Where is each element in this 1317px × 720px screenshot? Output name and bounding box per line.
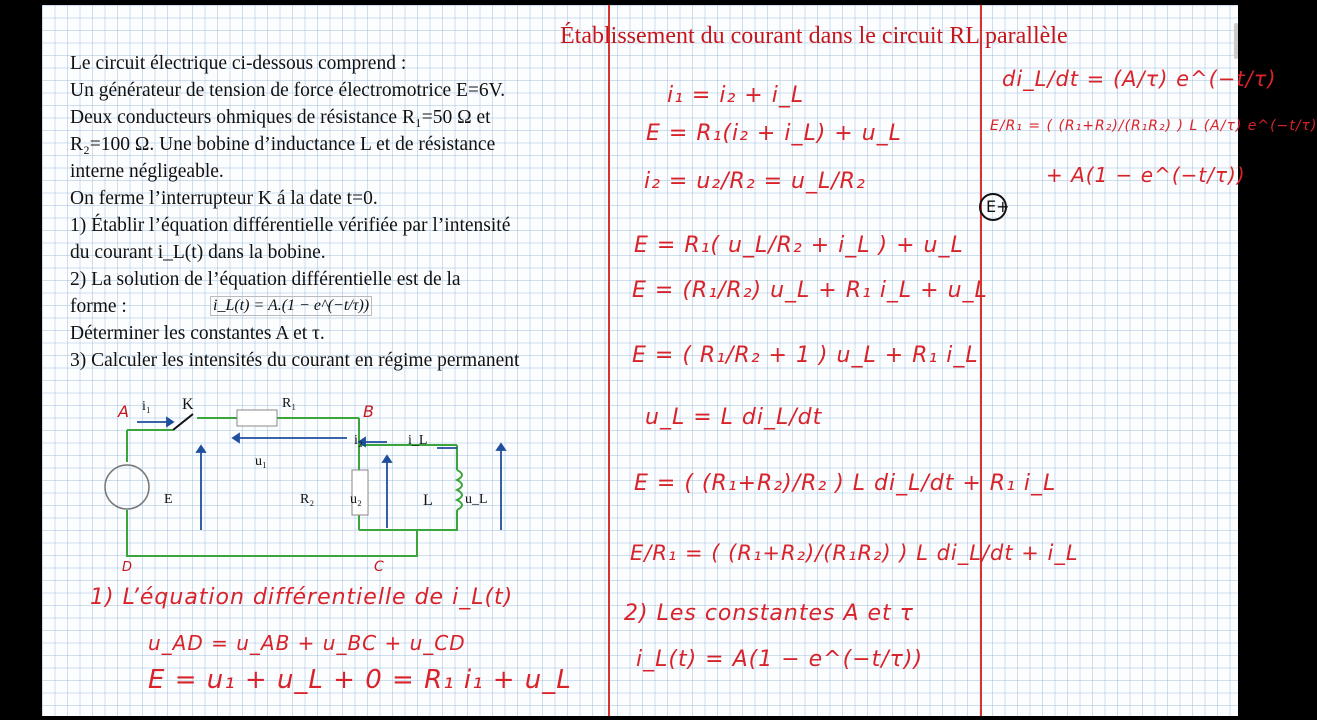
voltage-label-ul: u_L [465, 492, 488, 507]
scrollbar[interactable] [1234, 23, 1238, 59]
solution-formula: i_L(t) = A.(1 − e^(−t/τ)) [210, 296, 372, 316]
problem-line: 3) Calculer les intensités du courant en régime permanent [70, 350, 520, 371]
note-left: u_AD = u_AB + u_BC + u_CD [148, 631, 466, 655]
note-middle: u_L = L di_L/dt [645, 405, 823, 430]
pen-cursor[interactable] [979, 193, 1010, 221]
generator-symbol [105, 465, 149, 509]
wire-bottom [127, 510, 417, 556]
note-right: E/R₁ = ( (R₁+R₂)/(R₁R₂) ) L (A/τ) e^(−t/τ) [990, 118, 1317, 134]
problem-line: 1) Établir l’équation différentielle vérifiée par l’intensité [70, 215, 511, 236]
problem-line: du courant i_L(t) dans la bobine. [70, 242, 326, 263]
wire-coil-bottom [359, 510, 457, 530]
note-middle: 2) Les constantes A et τ [624, 601, 914, 626]
note-right: + A(1 − e^(−t/τ)) [1046, 163, 1246, 187]
note-middle: E/R₁ = ( (R₁+R₂)/(R₁R₂) ) L di_L/dt + i_L [630, 541, 1079, 565]
node-label-c: C [374, 559, 384, 575]
problem-line: forme : [70, 296, 127, 317]
voltage-label-e: E [164, 492, 173, 507]
node-label-b: B [363, 402, 374, 421]
note-middle: E = R₁(i₂ + i_L) + u_L [646, 121, 902, 146]
problem-line: 2) La solution de l’équation différentielle est de la [70, 269, 461, 290]
column-divider-left [608, 5, 610, 716]
resistor-label-r2: R₂ [300, 492, 315, 507]
note-middle: i₁ = i₂ + i_L [667, 83, 805, 108]
problem-line: Un générateur de tension de force électromotrice E=6V. [70, 80, 506, 101]
voltage-label-u2: u₂ [350, 492, 362, 507]
switch-label-k: K [182, 396, 194, 413]
note-middle: E = R₁( u_L/R₂ + i_L ) + u_L [634, 233, 964, 258]
note-middle: i_L(t) = A(1 − e^(−t/τ)) [636, 647, 924, 672]
note-middle: E = (R₁/R₂) u_L + R₁ i_L + u_L [632, 278, 988, 303]
node-label-a: A [118, 402, 129, 421]
problem-line: Le circuit électrique ci-dessous comprend : [70, 53, 407, 74]
note-right: di_L/dt = (A/τ) e^(−t/τ) [1002, 67, 1277, 91]
current-label-i1: i₁ [142, 399, 151, 414]
circuit-diagram [97, 390, 487, 575]
problem-line: R₂=100 Ω. Une bobine d’inductance L et de résistance [70, 134, 496, 155]
current-label-i2: i₂ [354, 433, 363, 448]
coil-l [457, 470, 462, 510]
resistor-label-r1: R₁ [282, 396, 297, 411]
switch-k [173, 414, 193, 430]
resistor-r1 [237, 410, 277, 426]
note-middle: i₂ = u₂/R₂ = u_L/R₂ [644, 169, 866, 194]
voltage-label-u1: u₁ [255, 454, 267, 469]
current-label-il: i_L [408, 433, 428, 448]
page-title: Établissement du courant dans le circuit RL parallèle [560, 23, 1068, 49]
problem-line: interne négligeable. [70, 161, 224, 182]
problem-line: Déterminer les constantes A et τ. [70, 323, 325, 344]
note-middle: E = ( (R₁+R₂)/R₂ ) L di_L/dt + R₁ i_L [634, 471, 1057, 496]
note-middle: E = ( R₁/R₂ + 1 ) u_L + R₁ i_L [632, 343, 979, 368]
coil-label-l: L [423, 492, 433, 509]
cursor-label: E+ [986, 197, 1010, 216]
node-label-d: D [122, 560, 133, 575]
problem-line: On ferme l’interrupteur K á la date t=0. [70, 188, 378, 209]
note-left: E = u₁ + u_L + 0 = R₁ i₁ + u_L [148, 665, 572, 695]
note-left: 1) L’équation différentielle de i_L(t) [90, 585, 514, 610]
problem-line: Deux conducteurs ohmiques de résistance R₁=50 Ω et [70, 107, 491, 128]
column-divider-right [980, 5, 982, 716]
notebook-page [42, 5, 1317, 716]
